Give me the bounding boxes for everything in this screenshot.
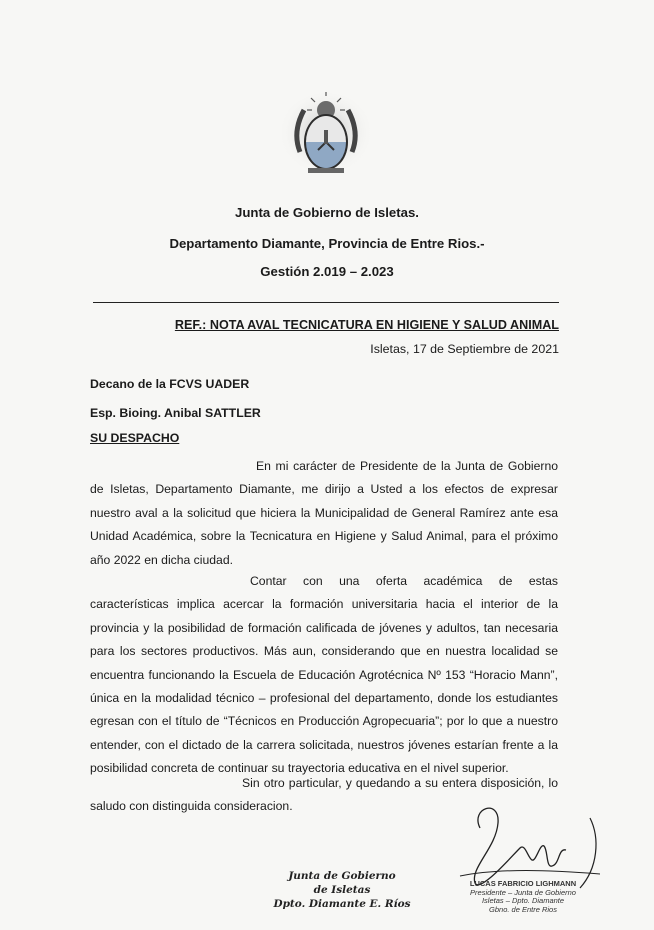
argentine-coat-of-arms-icon: [278, 92, 374, 182]
header-divider: [93, 302, 559, 303]
body-paragraph-closing: Sin otro particular, y quedando a su entera disposición, lo saludo con distinguida consideracion.: [90, 776, 558, 814]
body-paragraph-1: En mi carácter de Presidente de la Junta de Gobierno de Isletas, Departamento Diamante, me dirijo a Usted a los efectos de expresar nuestro aval a la solicitud que hiciera la Municipalidad de General Ramírez ante esa Unidad Académica, sobre la Tecnicatura en Higiene y Salud Animal, para el próximo año 2022 en dicha ciudad.: [90, 459, 558, 567]
signature-block: [448, 880, 598, 914]
signer-name: LUCAS FABRICIO LIGHMANN: [469, 879, 577, 888]
addressee-despacho: SU DESPACHO: [90, 431, 180, 445]
addressee-title: Decano de la FCVS UADER: [90, 377, 250, 391]
signer-government: Gbno. de Entre Rios: [489, 904, 557, 914]
stamp-line-1: Junta de Gobierno: [288, 870, 396, 882]
addressee-name: Esp. Bioing. Anibal SATTLER: [90, 406, 261, 420]
stamp-line-2: de Isletas: [313, 884, 371, 896]
date-line: Isletas, 17 de Septiembre de 2021: [370, 342, 559, 356]
header-term: Gestión 2.019 – 2.023: [260, 264, 394, 279]
stamp-line-3: Dpto. Diamante E. Ríos: [273, 898, 411, 910]
body-paragraph-2: Contar con una oferta académica de estas características implica acercar la formación universitaria hacia el interior de la provincia y la posibilidad de formación calificada de jóvenes y adultos, tan necesaria para los sectores productivos. Más aun, considerando que en nuestra localidad se encuentra funcionando la Escuela de Educación Agrotécnica Nº 153 “Horacio Mann”, única en la modalidad técnico – profesional del departamento, donde los estudiantes egresan con el título de “Técnicos en Producción Agropecuaria”; por lo que a nuestro entender, con el dictado de la carrera solicitada, nuestros jóvenes estarían frente a la posibilidad concreta de continuar su trayectoria educativa en el nivel superior.: [90, 574, 558, 776]
header-title: Junta de Gobierno de Isletas.: [235, 205, 419, 220]
signer-location: Isletas – Dpto. Diamante: [481, 896, 565, 906]
institution-stamp: [262, 860, 422, 920]
reference-line: REF.: NOTA AVAL TECNICATURA EN HIGIENE Y SALUD ANIMAL: [174, 318, 559, 332]
signer-role: Presidente – Junta de Gobierno: [470, 887, 576, 897]
header-department: Departamento Diamante, Provincia de Entre Rios.-: [169, 236, 485, 251]
